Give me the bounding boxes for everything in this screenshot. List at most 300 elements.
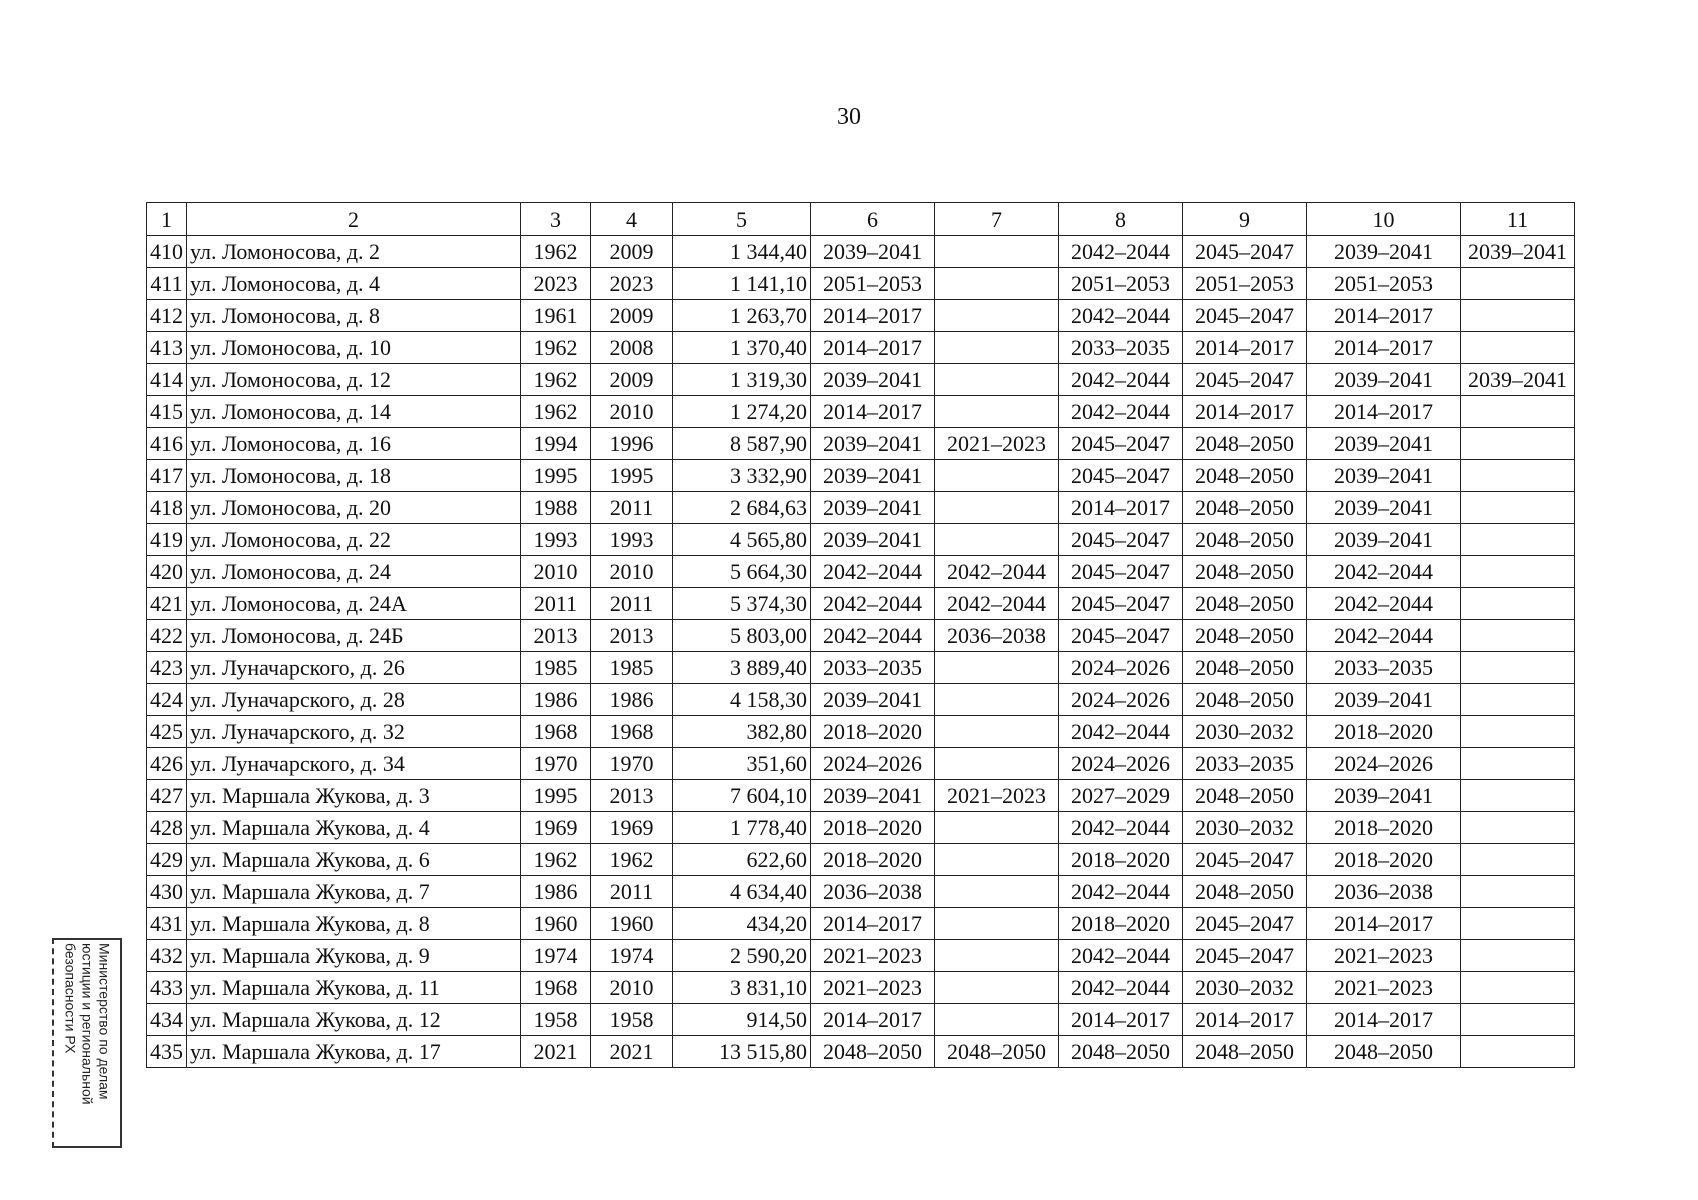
table-cell: 2048–2050: [1183, 876, 1307, 908]
table-row: [147, 460, 1575, 492]
table-cell: 2039–2041: [811, 684, 935, 716]
table-cell: [1461, 812, 1575, 844]
table-cell: 2039–2041: [811, 492, 935, 524]
table-cell: 1968: [521, 972, 591, 1004]
table-cell: 7 604,10: [673, 780, 811, 812]
table-cell: ул. Маршала Жукова, д. 6: [187, 844, 521, 876]
table-cell: 2024–2026: [1307, 748, 1461, 780]
column-header: 1: [147, 203, 187, 236]
table-cell: 2024–2026: [1059, 652, 1183, 684]
table-cell: 1969: [521, 812, 591, 844]
table-cell: 424: [147, 684, 187, 716]
table-cell: 2039–2041: [1307, 236, 1461, 268]
table-cell: [935, 236, 1059, 268]
table-cell: 1 344,40: [673, 236, 811, 268]
table-cell: [935, 876, 1059, 908]
table-cell: ул. Ломоносова, д. 8: [187, 300, 521, 332]
table-cell: [935, 524, 1059, 556]
stamp-line: Министерство по делам: [96, 943, 113, 1100]
table-cell: 1994: [521, 428, 591, 460]
table-cell: 2011: [591, 492, 673, 524]
table-cell: 2039–2041: [811, 236, 935, 268]
table-row: [147, 716, 1575, 748]
table-cell: 3 332,90: [673, 460, 811, 492]
table-cell: 1993: [521, 524, 591, 556]
table-cell: 1985: [521, 652, 591, 684]
table-cell: 1995: [591, 460, 673, 492]
table-cell: 2014–2017: [1307, 1004, 1461, 1036]
table-cell: [935, 940, 1059, 972]
table-cell: ул. Маршала Жукова, д. 11: [187, 972, 521, 1004]
table-cell: 2030–2032: [1183, 812, 1307, 844]
table-cell: 1961: [521, 300, 591, 332]
table-cell: 2051–2053: [1183, 268, 1307, 300]
table-cell: 435: [147, 1036, 187, 1068]
table-cell: 431: [147, 908, 187, 940]
table-cell: 2014–2017: [1307, 332, 1461, 364]
table-cell: 5 803,00: [673, 620, 811, 652]
table-cell: 2045–2047: [1183, 908, 1307, 940]
table-row: [147, 940, 1575, 972]
table-cell: 2048–2050: [1059, 1036, 1183, 1068]
column-header: 7: [935, 203, 1059, 236]
table-cell: 1 274,20: [673, 396, 811, 428]
table-cell: 2039–2041: [1307, 364, 1461, 396]
table-row: [147, 1036, 1575, 1068]
table-cell: 2018–2020: [1059, 844, 1183, 876]
table-cell: 2048–2050: [1183, 652, 1307, 684]
table-cell: 2021–2023: [811, 940, 935, 972]
table-cell: [935, 908, 1059, 940]
table-cell: 434: [147, 1004, 187, 1036]
table-cell: 1962: [521, 364, 591, 396]
table-cell: 430: [147, 876, 187, 908]
table-cell: 4 565,80: [673, 524, 811, 556]
table-cell: 413: [147, 332, 187, 364]
table-cell: 2024–2026: [1059, 748, 1183, 780]
table-cell: 2042–2044: [1307, 556, 1461, 588]
table-cell: 1985: [591, 652, 673, 684]
table-row: [147, 524, 1575, 556]
table-cell: 2039–2041: [811, 428, 935, 460]
table-cell: 2010: [521, 556, 591, 588]
table-cell: 2048–2050: [1183, 620, 1307, 652]
table-row: [147, 268, 1575, 300]
table-cell: 2039–2041: [1461, 236, 1575, 268]
table-cell: 2018–2020: [811, 716, 935, 748]
table-cell: [1461, 940, 1575, 972]
table-body: [147, 236, 1575, 1068]
table-row: [147, 812, 1575, 844]
table-cell: 2008: [591, 332, 673, 364]
table-header: [147, 203, 1575, 236]
table-cell: [935, 460, 1059, 492]
table-cell: 2048–2050: [811, 1036, 935, 1068]
table-cell: [935, 268, 1059, 300]
table-row: [147, 972, 1575, 1004]
table-cell: 5 664,30: [673, 556, 811, 588]
table-cell: 2021: [591, 1036, 673, 1068]
table-cell: ул. Ломоносова, д. 20: [187, 492, 521, 524]
table-container: [146, 202, 1574, 1068]
table-cell: 2039–2041: [1307, 524, 1461, 556]
table-cell: 2014–2017: [1059, 492, 1183, 524]
table-cell: 1968: [521, 716, 591, 748]
table-cell: [935, 972, 1059, 1004]
table-cell: [1461, 300, 1575, 332]
table-cell: 2033–2035: [1183, 748, 1307, 780]
stamp-line: безопасности РХ: [62, 943, 79, 1054]
column-header: 2: [187, 203, 521, 236]
table-cell: 1968: [591, 716, 673, 748]
table-cell: 2014–2017: [1059, 1004, 1183, 1036]
table-row: [147, 332, 1575, 364]
table-cell: 2014–2017: [811, 396, 935, 428]
table-cell: [1461, 716, 1575, 748]
table-cell: 2014–2017: [1307, 300, 1461, 332]
table-cell: 2039–2041: [1307, 684, 1461, 716]
table-cell: ул. Ломоносова, д. 2: [187, 236, 521, 268]
table-row: [147, 396, 1575, 428]
table-cell: 2042–2044: [1059, 940, 1183, 972]
table-cell: 2 590,20: [673, 940, 811, 972]
table-cell: 2048–2050: [1183, 460, 1307, 492]
table-cell: 427: [147, 780, 187, 812]
table-cell: 1 370,40: [673, 332, 811, 364]
table-row: [147, 876, 1575, 908]
table-cell: 2042–2044: [1059, 876, 1183, 908]
table-cell: ул. Ломоносова, д. 18: [187, 460, 521, 492]
table-cell: 1960: [521, 908, 591, 940]
table-row: [147, 684, 1575, 716]
table-cell: 3 831,10: [673, 972, 811, 1004]
table-row: [147, 236, 1575, 268]
table-cell: 2033–2035: [811, 652, 935, 684]
column-header: 9: [1183, 203, 1307, 236]
table-cell: 1970: [521, 748, 591, 780]
table-cell: 2018–2020: [1307, 844, 1461, 876]
table-row: [147, 620, 1575, 652]
table-cell: 2051–2053: [1307, 268, 1461, 300]
table-cell: 1988: [521, 492, 591, 524]
table-cell: [935, 844, 1059, 876]
table-cell: [935, 332, 1059, 364]
table-cell: 2042–2044: [935, 588, 1059, 620]
stamp-text: [62, 943, 113, 1143]
table-cell: [935, 652, 1059, 684]
table-cell: 1962: [521, 332, 591, 364]
table-cell: [1461, 972, 1575, 1004]
table-cell: ул. Луначарского, д. 34: [187, 748, 521, 780]
table-cell: 2042–2044: [1307, 620, 1461, 652]
table-cell: 1995: [521, 460, 591, 492]
table-cell: 2014–2017: [811, 300, 935, 332]
registration-stamp: [52, 938, 122, 1148]
table-cell: [1461, 268, 1575, 300]
table-cell: 2024–2026: [1059, 684, 1183, 716]
table-cell: 2018–2020: [811, 844, 935, 876]
table-cell: 4 158,30: [673, 684, 811, 716]
table-cell: [1461, 620, 1575, 652]
table-cell: 2036–2038: [811, 876, 935, 908]
table-cell: 2045–2047: [1059, 556, 1183, 588]
table-cell: 2042–2044: [811, 588, 935, 620]
table-cell: [935, 396, 1059, 428]
table-cell: [935, 716, 1059, 748]
table-cell: 2011: [591, 588, 673, 620]
table-cell: 351,60: [673, 748, 811, 780]
table-cell: 2024–2026: [811, 748, 935, 780]
table-cell: 414: [147, 364, 187, 396]
table-cell: 416: [147, 428, 187, 460]
table-cell: ул. Ломоносова, д. 10: [187, 332, 521, 364]
table-cell: 2021: [521, 1036, 591, 1068]
table-cell: [1461, 460, 1575, 492]
column-header: 8: [1059, 203, 1183, 236]
header-row: [147, 203, 1575, 236]
table-row: [147, 780, 1575, 812]
table-cell: 2018–2020: [1307, 716, 1461, 748]
table-cell: 2 684,63: [673, 492, 811, 524]
table-cell: 1958: [521, 1004, 591, 1036]
table-cell: [935, 364, 1059, 396]
table-cell: 1962: [521, 236, 591, 268]
table-cell: 2036–2038: [1307, 876, 1461, 908]
table-cell: [1461, 652, 1575, 684]
table-cell: 2023: [521, 268, 591, 300]
table-cell: 2030–2032: [1183, 972, 1307, 1004]
table-cell: 1970: [591, 748, 673, 780]
table-cell: 2045–2047: [1059, 620, 1183, 652]
table-cell: 2048–2050: [1307, 1036, 1461, 1068]
table-cell: 2048–2050: [1183, 588, 1307, 620]
table-cell: [935, 748, 1059, 780]
table-cell: 1986: [521, 684, 591, 716]
table-cell: 2039–2041: [811, 524, 935, 556]
table-cell: 2036–2038: [935, 620, 1059, 652]
table-cell: ул. Маршала Жукова, д. 9: [187, 940, 521, 972]
table-cell: [935, 300, 1059, 332]
table-cell: 2014–2017: [1183, 332, 1307, 364]
table-cell: 2042–2044: [1307, 588, 1461, 620]
table-cell: 1962: [521, 844, 591, 876]
table-cell: 2013: [591, 780, 673, 812]
table-cell: ул. Луначарского, д. 26: [187, 652, 521, 684]
table-cell: ул. Ломоносова, д. 22: [187, 524, 521, 556]
table-cell: 2042–2044: [935, 556, 1059, 588]
table-cell: 1986: [591, 684, 673, 716]
table-cell: 1996: [591, 428, 673, 460]
table-cell: ул. Маршала Жукова, д. 8: [187, 908, 521, 940]
table-cell: ул. Ломоносова, д. 12: [187, 364, 521, 396]
column-header: 3: [521, 203, 591, 236]
table-cell: 2048–2050: [935, 1036, 1059, 1068]
table-cell: 415: [147, 396, 187, 428]
table-cell: 4 634,40: [673, 876, 811, 908]
table-cell: ул. Ломоносова, д. 16: [187, 428, 521, 460]
table-cell: 2042–2044: [1059, 716, 1183, 748]
table-cell: 434,20: [673, 908, 811, 940]
table-cell: 2039–2041: [1307, 780, 1461, 812]
table-cell: 914,50: [673, 1004, 811, 1036]
table-cell: 421: [147, 588, 187, 620]
table-cell: 2023: [591, 268, 673, 300]
table-cell: 2051–2053: [811, 268, 935, 300]
table-cell: 2014–2017: [811, 332, 935, 364]
table-cell: 2039–2041: [1307, 428, 1461, 460]
table-cell: 2042–2044: [1059, 364, 1183, 396]
table-cell: 622,60: [673, 844, 811, 876]
column-header: 5: [673, 203, 811, 236]
table-cell: 2014–2017: [1183, 396, 1307, 428]
table-cell: 2045–2047: [1183, 300, 1307, 332]
table-cell: 2009: [591, 364, 673, 396]
table-cell: [1461, 396, 1575, 428]
table-cell: 1 319,30: [673, 364, 811, 396]
table-cell: [1461, 844, 1575, 876]
table-cell: [1461, 556, 1575, 588]
column-header: 10: [1307, 203, 1461, 236]
table-row: [147, 652, 1575, 684]
table-cell: 2042–2044: [1059, 300, 1183, 332]
table-cell: [1461, 1004, 1575, 1036]
table-row: [147, 748, 1575, 780]
table-cell: 1974: [521, 940, 591, 972]
table-cell: 3 889,40: [673, 652, 811, 684]
table-cell: [1461, 588, 1575, 620]
table-cell: 2013: [591, 620, 673, 652]
table-cell: ул. Луначарского, д. 28: [187, 684, 521, 716]
table-row: [147, 588, 1575, 620]
table-cell: 2039–2041: [811, 460, 935, 492]
table-cell: 2014–2017: [811, 908, 935, 940]
table-cell: 2048–2050: [1183, 556, 1307, 588]
table-cell: 2014–2017: [1183, 1004, 1307, 1036]
table-cell: 1986: [521, 876, 591, 908]
table-cell: 419: [147, 524, 187, 556]
table-cell: 2018–2020: [811, 812, 935, 844]
table-cell: 2042–2044: [1059, 812, 1183, 844]
table-cell: 2045–2047: [1183, 236, 1307, 268]
table-cell: 1960: [591, 908, 673, 940]
table-cell: 2039–2041: [1307, 492, 1461, 524]
table-cell: 2045–2047: [1183, 844, 1307, 876]
table-cell: 422: [147, 620, 187, 652]
table-cell: 428: [147, 812, 187, 844]
table-cell: 2033–2035: [1307, 652, 1461, 684]
table-cell: ул. Ломоносова, д. 24: [187, 556, 521, 588]
table-cell: 2018–2020: [1307, 812, 1461, 844]
table-cell: 382,80: [673, 716, 811, 748]
table-cell: 2048–2050: [1183, 1036, 1307, 1068]
table-row: [147, 1004, 1575, 1036]
column-header: 6: [811, 203, 935, 236]
table-cell: 423: [147, 652, 187, 684]
table-cell: 2030–2032: [1183, 716, 1307, 748]
table-cell: 2039–2041: [811, 364, 935, 396]
table-cell: 411: [147, 268, 187, 300]
stamp-line: юстиции и региональной: [79, 943, 96, 1105]
table-cell: ул. Маршала Жукова, д. 4: [187, 812, 521, 844]
table-cell: 2021–2023: [811, 972, 935, 1004]
table-row: [147, 844, 1575, 876]
table-cell: 2048–2050: [1183, 524, 1307, 556]
table-cell: 2021–2023: [935, 780, 1059, 812]
table-cell: [935, 684, 1059, 716]
table-row: [147, 556, 1575, 588]
table-cell: 2011: [521, 588, 591, 620]
table-cell: 432: [147, 940, 187, 972]
table-cell: 410: [147, 236, 187, 268]
table-cell: 2048–2050: [1183, 428, 1307, 460]
table-cell: 2048–2050: [1183, 492, 1307, 524]
table-cell: 2010: [591, 972, 673, 1004]
table-cell: 2048–2050: [1183, 780, 1307, 812]
table-cell: 2045–2047: [1183, 940, 1307, 972]
table-cell: ул. Маршала Жукова, д. 3: [187, 780, 521, 812]
table-cell: 2042–2044: [1059, 972, 1183, 1004]
table-cell: ул. Ломоносова, д. 14: [187, 396, 521, 428]
data-table: [146, 202, 1575, 1068]
table-cell: 13 515,80: [673, 1036, 811, 1068]
table-cell: 2014–2017: [1307, 396, 1461, 428]
table-cell: [1461, 1036, 1575, 1068]
table-cell: [935, 812, 1059, 844]
table-cell: 2021–2023: [1307, 972, 1461, 1004]
table-cell: ул. Ломоносова, д. 4: [187, 268, 521, 300]
table-cell: 1969: [591, 812, 673, 844]
table-cell: 2009: [591, 300, 673, 332]
table-cell: 1958: [591, 1004, 673, 1036]
table-cell: [1461, 428, 1575, 460]
table-cell: 1974: [591, 940, 673, 972]
table-cell: ул. Маршала Жукова, д. 7: [187, 876, 521, 908]
table-cell: [935, 1004, 1059, 1036]
table-cell: 412: [147, 300, 187, 332]
table-cell: [1461, 780, 1575, 812]
table-cell: 1 263,70: [673, 300, 811, 332]
table-cell: 1 141,10: [673, 268, 811, 300]
table-cell: 2045–2047: [1059, 588, 1183, 620]
table-cell: 1995: [521, 780, 591, 812]
table-cell: 2018–2020: [1059, 908, 1183, 940]
table-cell: 417: [147, 460, 187, 492]
table-cell: 2021–2023: [1307, 940, 1461, 972]
table-cell: 2039–2041: [811, 780, 935, 812]
table-cell: [1461, 524, 1575, 556]
table-cell: 2027–2029: [1059, 780, 1183, 812]
table-cell: 2042–2044: [1059, 236, 1183, 268]
table-cell: [1461, 684, 1575, 716]
table-cell: 1962: [591, 844, 673, 876]
table-cell: 426: [147, 748, 187, 780]
table-cell: 2013: [521, 620, 591, 652]
table-cell: 1 778,40: [673, 812, 811, 844]
table-cell: 2011: [591, 876, 673, 908]
table-cell: 2051–2053: [1059, 268, 1183, 300]
table-cell: [1461, 332, 1575, 364]
table-cell: [1461, 748, 1575, 780]
table-cell: [1461, 908, 1575, 940]
table-cell: 429: [147, 844, 187, 876]
column-header: 4: [591, 203, 673, 236]
table-cell: [1461, 492, 1575, 524]
table-cell: ул. Ломоносова, д. 24А: [187, 588, 521, 620]
table-cell: 2039–2041: [1461, 364, 1575, 396]
table-cell: 2039–2041: [1307, 460, 1461, 492]
table-cell: 2042–2044: [811, 620, 935, 652]
table-cell: 2042–2044: [1059, 396, 1183, 428]
